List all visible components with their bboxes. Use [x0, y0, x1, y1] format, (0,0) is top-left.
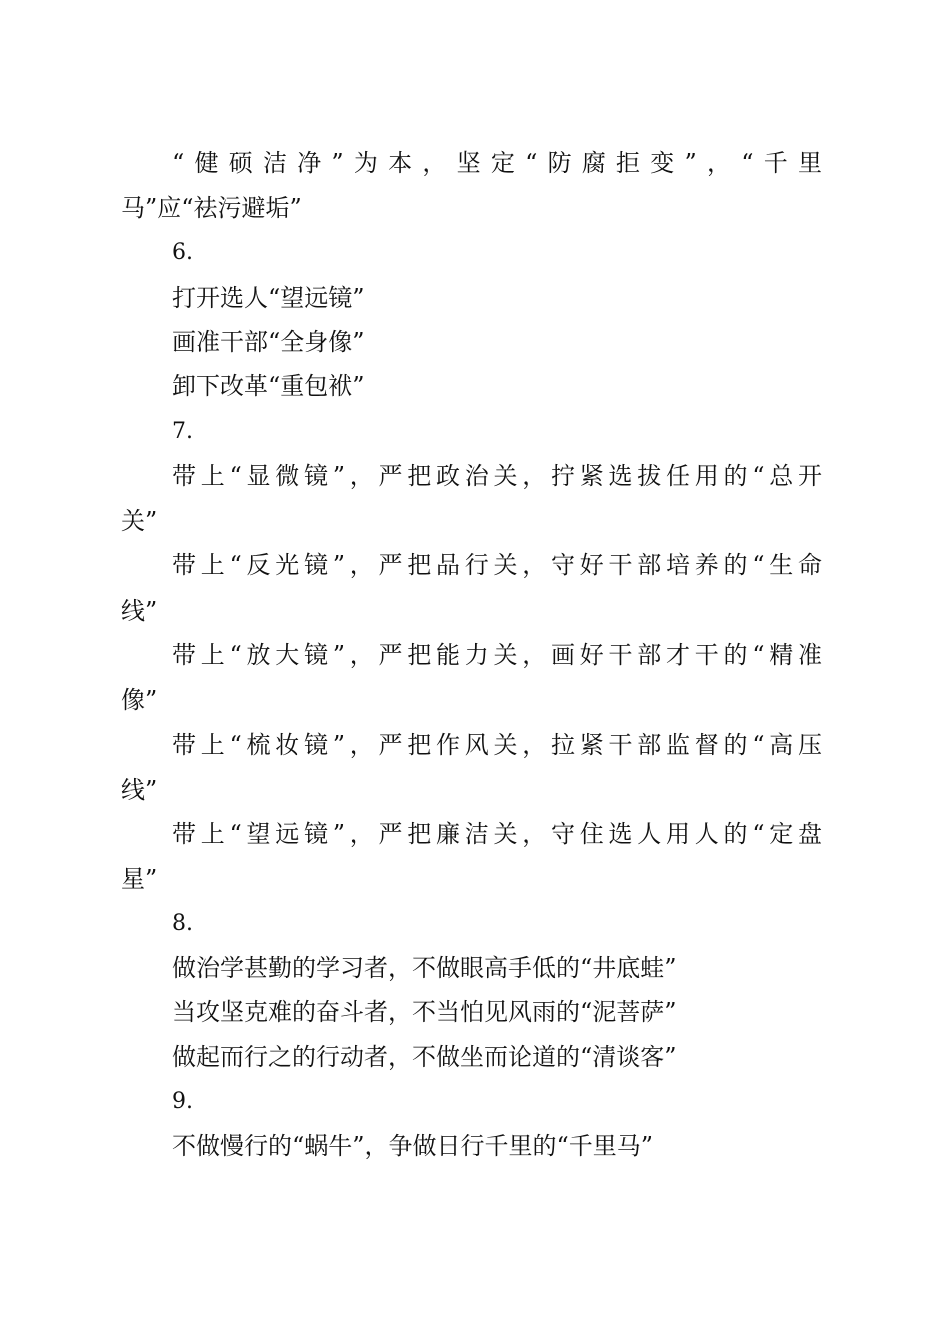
- paragraph-line: 画准干部“全身像”: [172, 328, 365, 356]
- paragraph-line-continuation: 关”: [121, 507, 158, 535]
- paragraph-line-continuation: 马”应“祛污避垢”: [121, 194, 302, 222]
- item-number: 6.: [172, 240, 193, 265]
- paragraph-line: 带上“梳妆镜”，严把作风关，拉紧干部监督的“高压: [172, 731, 822, 759]
- paragraph-line: 做起而行之的行动者，不做坐而论道的“清谈客”: [172, 1043, 677, 1071]
- paragraph-line: 带上“望远镜”，严把廉洁关，守住选人用人的“定盘: [172, 820, 822, 848]
- item-number: 9.: [172, 1089, 193, 1114]
- paragraph-line-continuation: 像”: [121, 686, 158, 714]
- paragraph-line: 带上“显微镜”，严把政治关，拧紧选拔任用的“总开: [172, 462, 822, 490]
- paragraph-line: 打开选人“望远镜”: [172, 284, 365, 312]
- item-number: 7.: [172, 419, 193, 444]
- paragraph-line: 卸下改革“重包袱”: [172, 372, 365, 400]
- paragraph-line-continuation: 线”: [121, 776, 158, 804]
- paragraph-line: “健硕洁净”为本，坚定“防腐拒变”，“千里: [172, 149, 822, 177]
- paragraph-line: 带上“反光镜”，严把品行关，守好干部培养的“生命: [172, 551, 822, 579]
- item-number: 8.: [172, 911, 193, 936]
- paragraph-line: 带上“放大镜”，严把能力关，画好干部才干的“精准: [172, 641, 822, 669]
- paragraph-line: 不做慢行的“蜗牛”，争做日行千里的“千里马”: [172, 1132, 654, 1160]
- paragraph-line: 当攻坚克难的奋斗者，不当怕见风雨的“泥菩萨”: [172, 998, 677, 1026]
- paragraph-line-continuation: 星”: [121, 865, 158, 893]
- paragraph-line: 做治学甚勤的学习者，不做眼高手低的“井底蛙”: [172, 954, 677, 982]
- paragraph-line-continuation: 线”: [121, 597, 158, 625]
